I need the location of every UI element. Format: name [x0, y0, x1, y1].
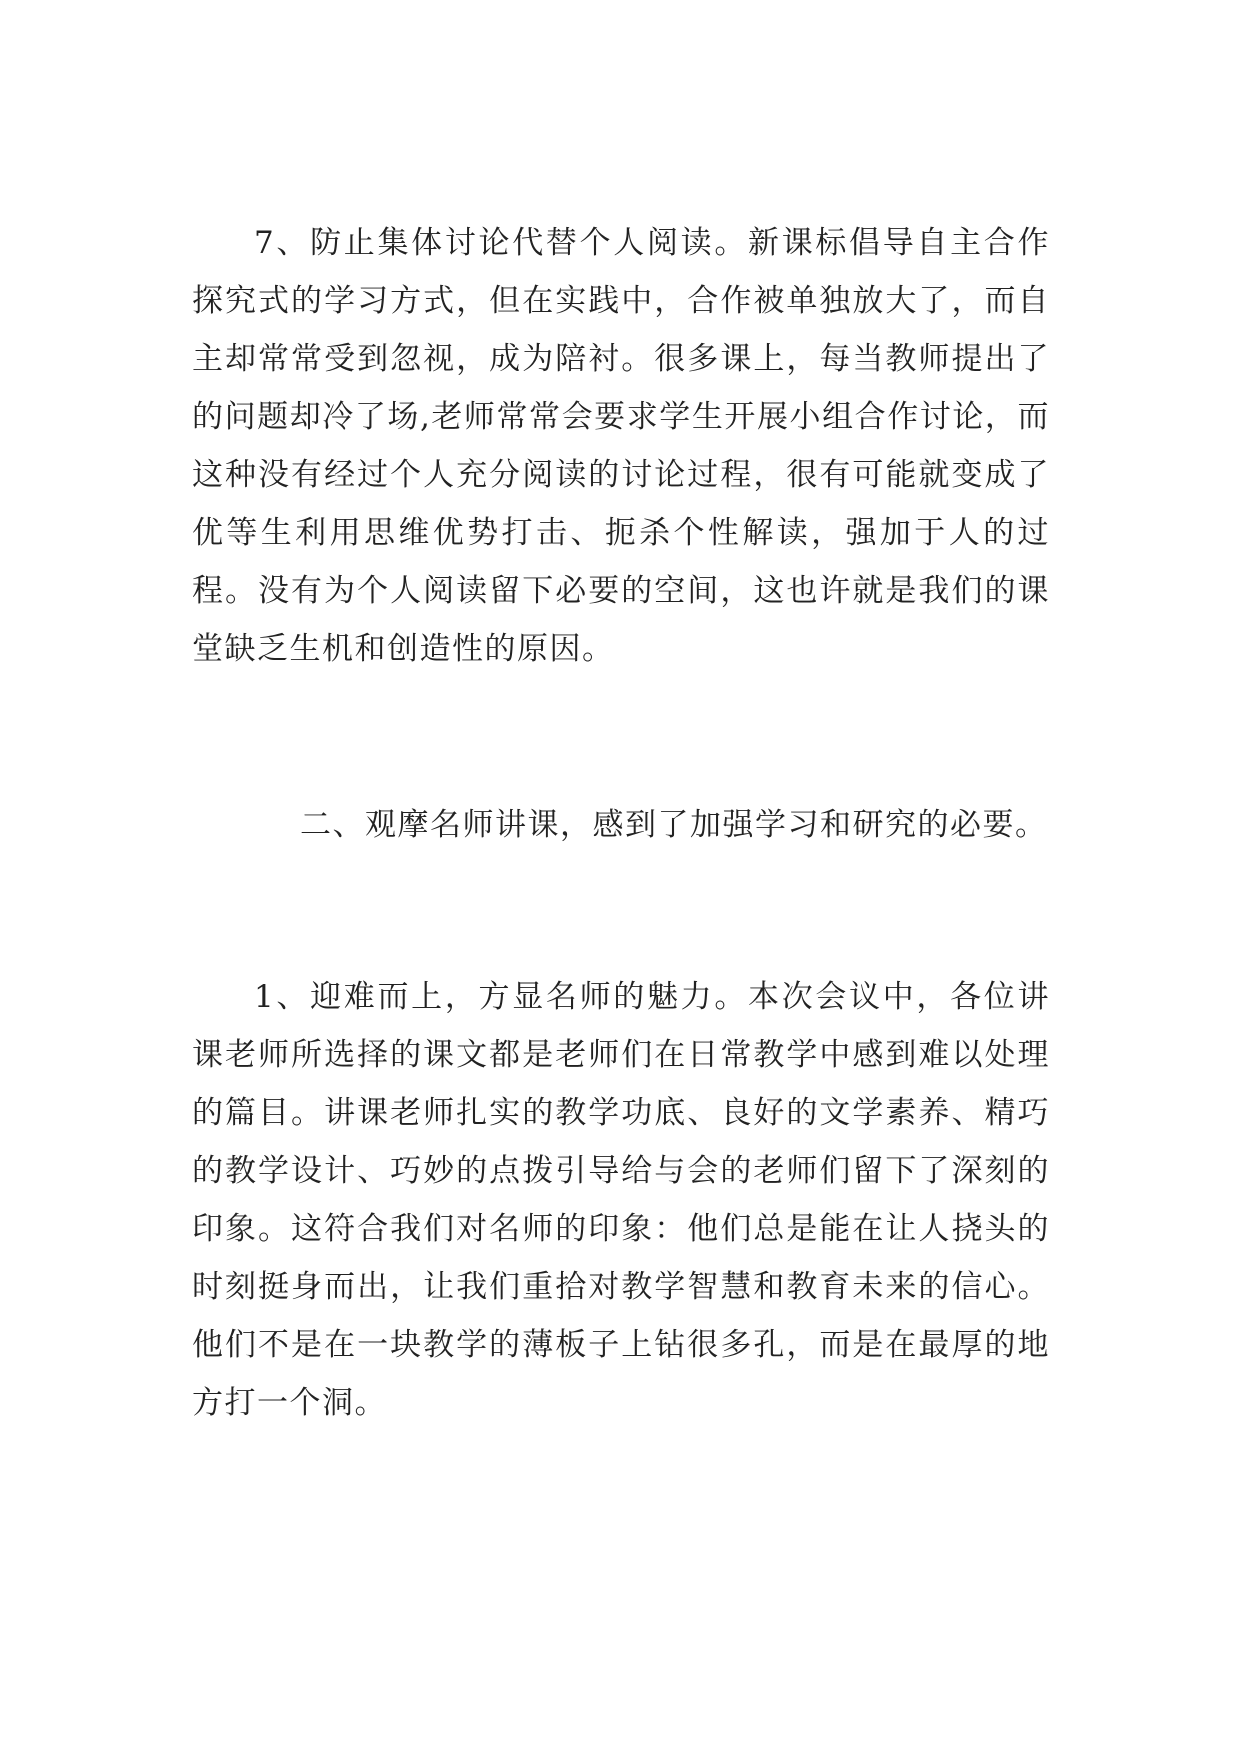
paragraph-point-1: 1、迎难而上，方显名师的魅力。本次会议中，各位讲课老师所选择的课文都是老师们在日常教学中感到难以处理的篇目。讲课老师扎实的教学功底、良好的文学素养、精巧的教学设计、巧妙的点拨引导给与会的老师们留下了深刻的印象。这符合我们对名师的印象：他们总是能在让人挠头的时刻挺身而出，让我们重拾对教学智慧和教育未来的信心。他们不是在一块教学的薄板子上钻很多孔，而是在最厚的地方打一个洞。: [192, 979, 1050, 1421]
paragraph-point-7: 7、防止集体讨论代替个人阅读。新课标倡导自主合作探究式的学习方式，但在实践中，合作被单独放大了，而自主却常常受到忽视，成为陪衬。很多课上，每当教师提出了的问题却冷了场,老师常常会要求学生开展小组合作讨论，而这种没有经过个人充分阅读的讨论过程，很有可能就变成了优等生利用思维优势打击、扼杀个性解读，强加于人的过程。没有为个人阅读留下必要的空间，这也许就是我们的课堂缺乏生机和创造性的原因。: [192, 225, 1050, 667]
section-heading-2: 二、观摩名师讲课，感到了加强学习和研究的必要。: [300, 807, 1048, 843]
